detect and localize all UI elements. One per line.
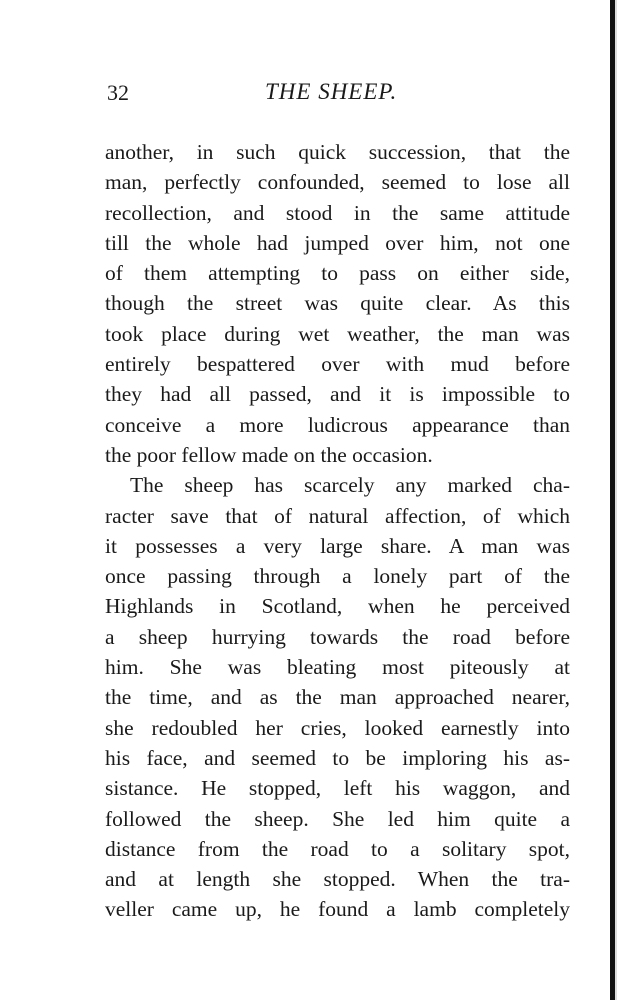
text-line: the time, and as the man approached nearer, [105,685,570,710]
text-line: veller came up, he found a lamb completely [105,897,570,922]
running-title: THE SHEEP. [265,79,398,104]
page-number: 32 [107,80,129,105]
text-line: entirely bespattered over with mud before [105,352,570,377]
text-line: Highlands in Scotland, when he perceived [105,594,570,619]
text-line: of them attempting to pass on either side, [105,261,570,286]
text-line: she redoubled her cries, looked earnestly into [105,715,570,740]
body-text [105,137,570,925]
text-line: his face, and seemed to be imploring his as- [105,745,570,770]
text-line: a sheep hurrying towards the road before [105,624,570,649]
text-line: him. She was bleating most piteously at [105,655,570,680]
text-line: till the whole had jumped over him, not one [105,230,570,255]
text-line: and at length she stopped. When the tra- [105,867,570,892]
text-line: distance from the road to a solitary spot, [105,836,570,861]
text-line: sistance. He stopped, left his waggon, and [105,776,570,801]
text-line: the poor fellow made on the occasion. [105,442,433,467]
text-line: though the street was quite clear. As this [105,291,570,316]
text-line: another, in such quick succession, that the [105,140,570,164]
text-line: racter save that of natural affection, of which [105,503,570,528]
text-line: once passing through a lonely part of the [105,564,570,589]
text-line: they had all passed, and it is impossible to [105,382,570,407]
text-line: it possesses a very large share. A man was [105,533,570,558]
text-line: The sheep has scarcely any marked cha- [130,473,570,498]
text-line: followed the sheep. She led him quite a [105,806,570,831]
text-line: recollection, and stood in the same attitude [105,200,570,225]
text-line: man, perfectly confounded, seemed to lose all [105,170,570,195]
text-line: conceive a more ludicrous appearance than [105,412,570,437]
text-line: took place during wet weather, the man was [105,321,570,346]
